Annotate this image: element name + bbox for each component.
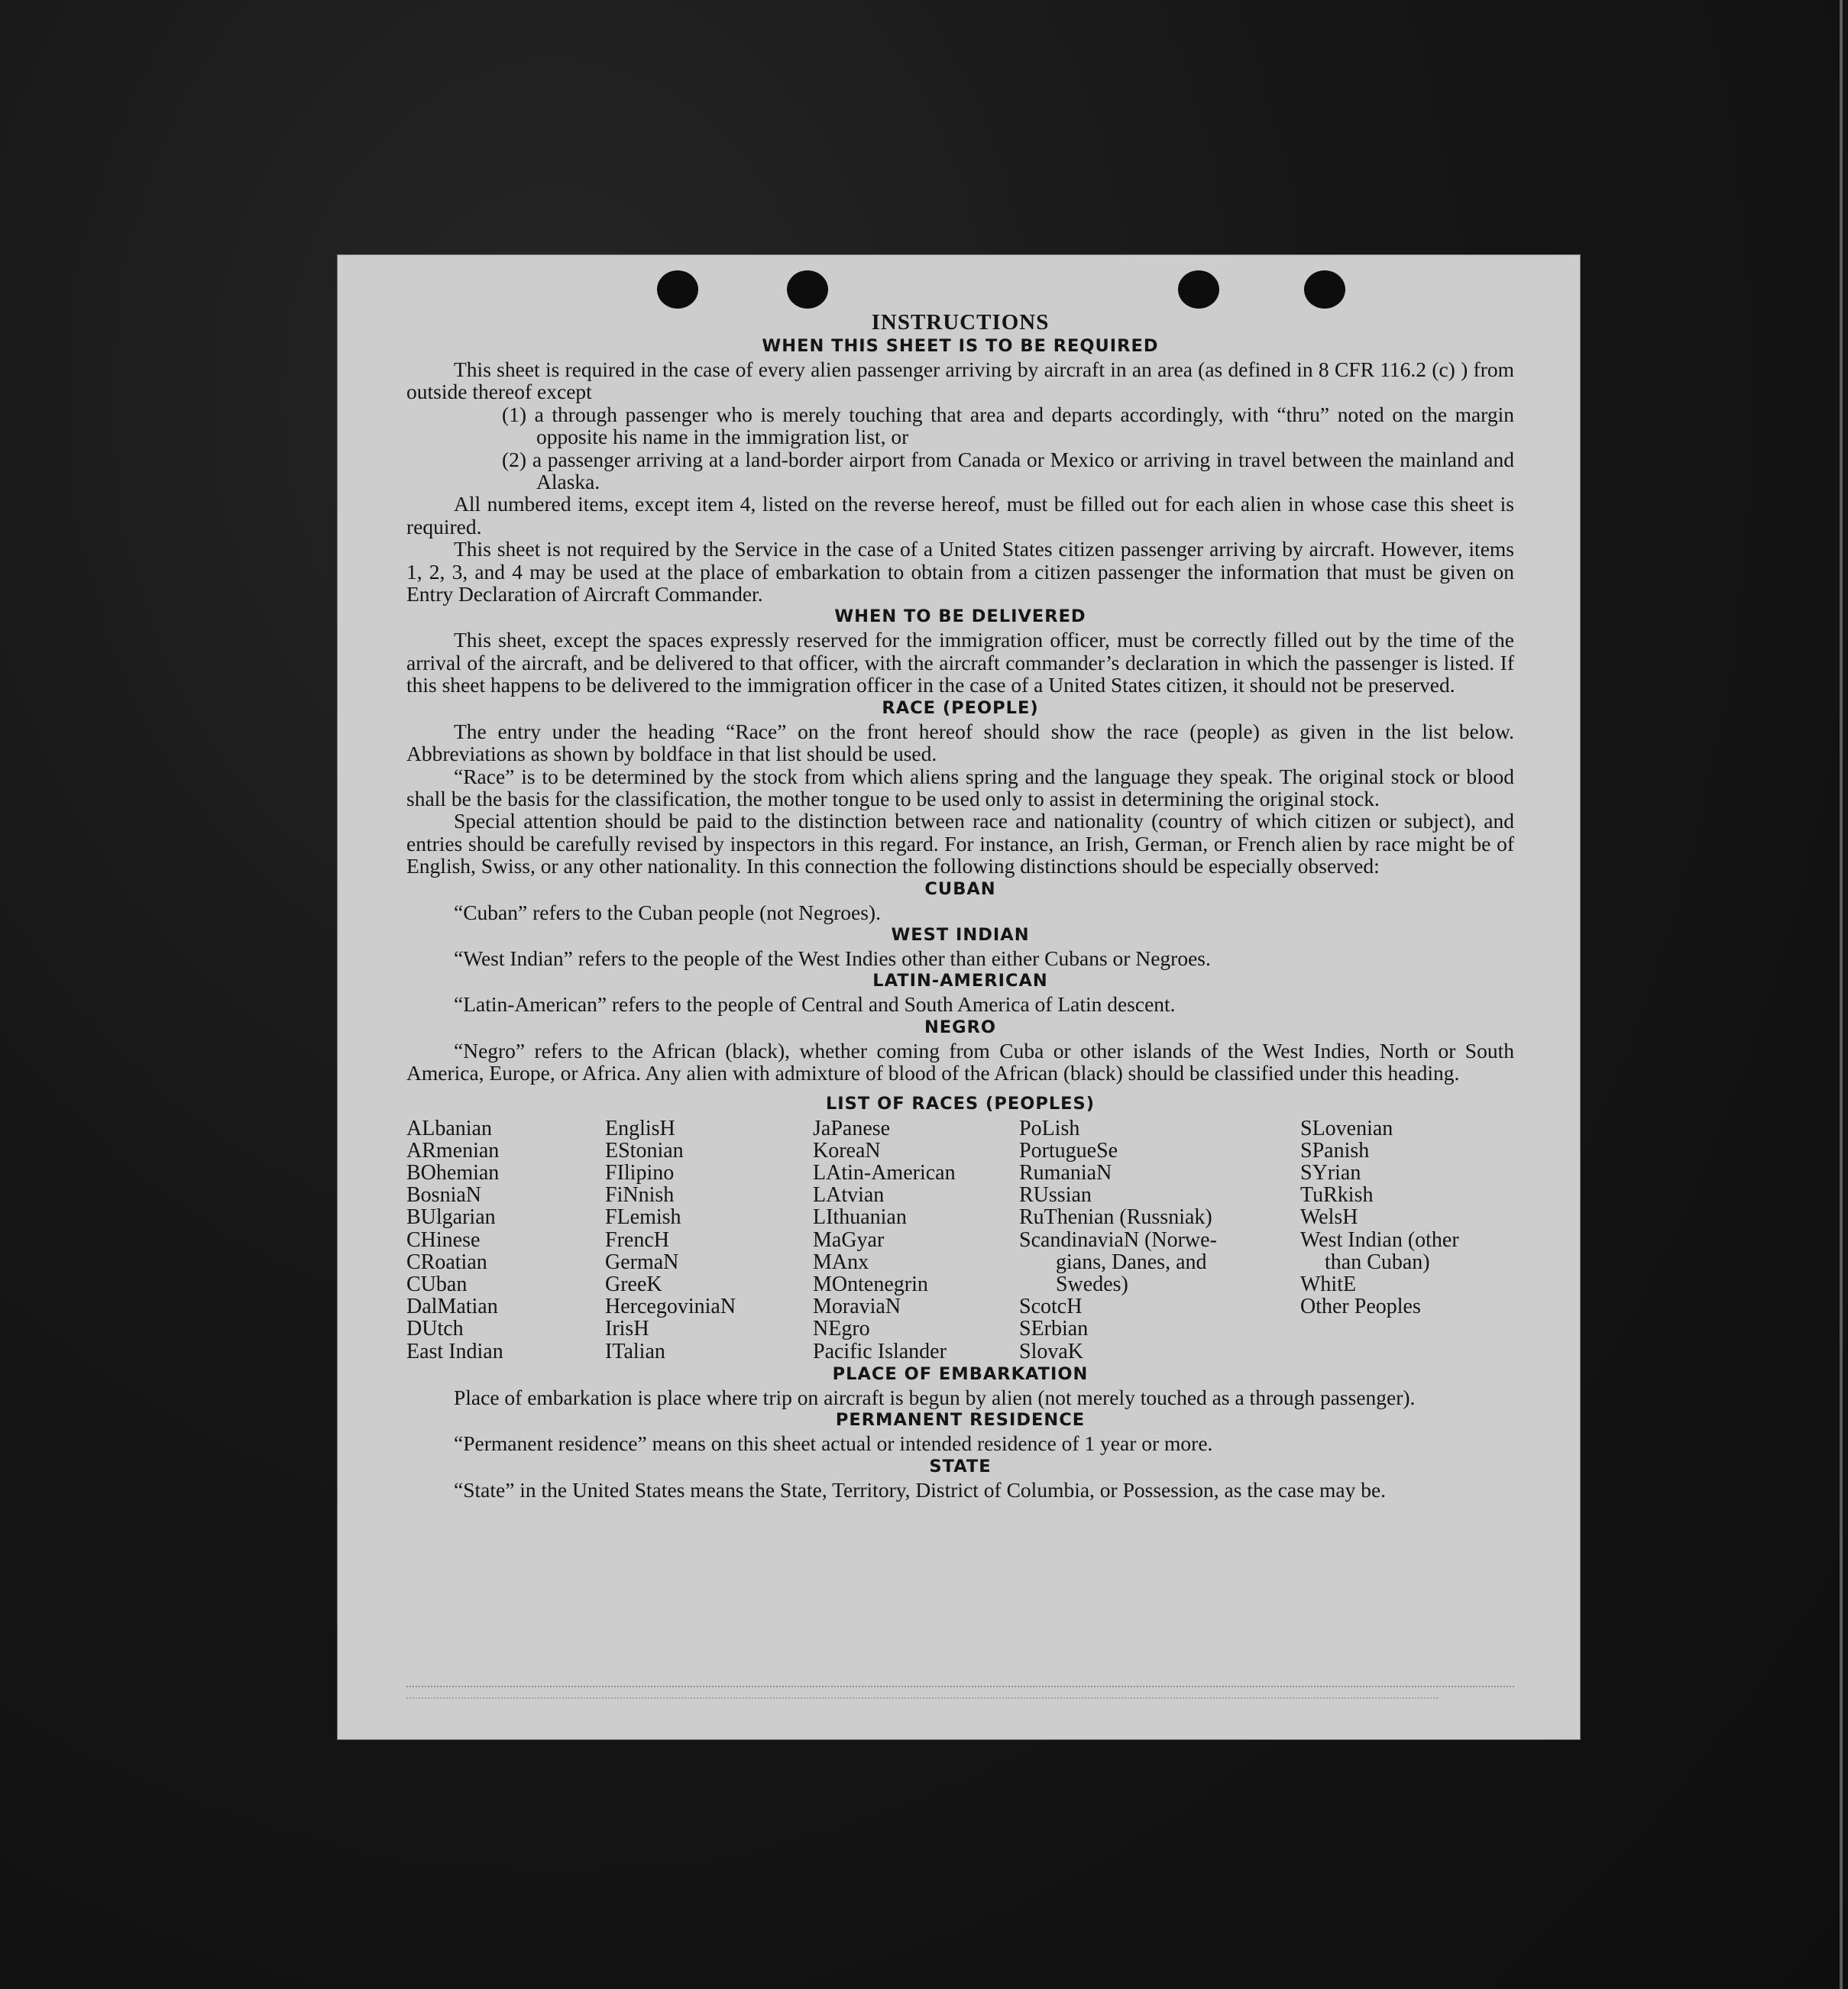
race-entry: ScandinaviaN (Norwe- [1019,1227,1217,1252]
cuban-text: “Cuban” refers to the Cuban people (not Negroes). [454,900,881,924]
race-entry: ITalian [605,1339,665,1363]
heading-latin-american: LATIN-AMERICAN [872,971,1048,991]
race-entry: GermaN [605,1250,679,1274]
race-entry: RumaniaN [1019,1160,1112,1185]
race-entry: LIthuanian [813,1205,907,1230]
race-entry: CHinese [406,1227,481,1252]
film-frame-edge [1840,0,1843,1989]
race-entry: MaGyar [813,1227,885,1252]
race-entry: LAtvian [813,1183,885,1208]
heading-required: WHEN THIS SHEET IS TO BE REQUIRED [762,336,1159,356]
punch-hole [1304,270,1345,309]
heading-negro: NEGRO [924,1017,997,1037]
race-entry: WhitE [1300,1272,1357,1296]
race-entry: PortugueSe [1019,1138,1118,1163]
races-column-1 [406,1117,605,1363]
punch-hole [1178,270,1219,309]
instructions-content [406,310,1514,1501]
race-entry: SYrian [1300,1160,1361,1185]
west-indian-text: “West Indian” refers to the people of the West Indies other than either Cubans or Negroes. [454,946,1211,970]
race-entry: SPanish [1300,1138,1370,1163]
residence-text: “Permanent residence” means on this sheet actual or intended residence of 1 year or more. [454,1431,1213,1456]
race-para-1: The entry under the heading “Race” on the front hereof should show the race (people) as given in the list below. Abbreviations as shown by boldface in that list should be used. [406,719,1514,766]
race-entry: EnglisH [605,1116,675,1140]
state-text: “State” in the United States means the State, Territory, District of Columbia, or Possession, as the case may be. [454,1477,1387,1502]
race-entry: Pacific Islander [813,1339,947,1363]
delivered-text: This sheet, except the spaces expressly reserved for the immigration officer, must be correctly filled out by the time of the arrival of the aircraft, and be delivered to that officer, with the aircraft commander’s declaration in which the passenger is listed. If this sheet happens to be delivered to the immigration officer in the case of a United States citizen, it should not be preserved. [406,628,1514,697]
race-entry: WelsH [1300,1205,1358,1230]
race-entry: FIlipino [605,1160,675,1185]
heading-race: RACE (PEOPLE) [882,697,1039,718]
race-entry: KoreaN [813,1138,881,1163]
negro-text: “Negro” refers to the African (black), whether coming from Cuba or other islands of the West Indies, North or South America, Europe, or Africa. Any alien with admixture of blood of the African (black) should be classified under this heading. [406,1038,1514,1085]
race-entry: ARmenian [406,1138,500,1163]
race-entry: RUssian [1019,1183,1092,1208]
required-item-1: (1) a through passenger who is merely touching that area and departs accordingly, with “thru” noted on the margin opposite his name in the immigration list, or [502,402,1514,449]
races-list [406,1117,1514,1363]
document-title: INSTRUCTIONS [871,310,1050,335]
race-entry: RuThenian (Russniak) [1019,1205,1212,1230]
races-column-2 [605,1117,813,1363]
punch-hole [787,270,828,309]
race-entry: FLemish [605,1205,681,1230]
race-entry: MAnx [813,1250,869,1274]
races-column-4 [1019,1117,1300,1363]
race-entry: West Indian (other [1300,1227,1459,1252]
heading-races-list: LIST OF RACES (PEOPLES) [825,1093,1096,1114]
races-column-5 [1300,1117,1514,1363]
race-entry: CRoatian [406,1250,487,1274]
race-entry: MOntenegrin [813,1272,928,1296]
race-entry: BUlgarian [406,1205,496,1230]
race-entry: Other Peoples [1300,1295,1421,1319]
race-entry: SErbian [1019,1317,1089,1341]
heading-embarkation: PLACE OF EMBARKATION [832,1363,1089,1384]
race-entry: SlovaK [1019,1339,1083,1363]
race-entry: TuRkish [1300,1183,1374,1208]
required-para-2: All numbered items, except item 4, listed on the reverse hereof, must be filled out for each alien in whose case this sheet is required. [406,492,1514,538]
required-para-3: This sheet is not required by the Service in the case of a United States citizen passenger arriving by aircraft. However, items 1, 2, 3, and 4 may be used at the place of embarkation to obtain from a citizen passenger the information that must be given on Entry Declaration of Aircraft Commander. [406,537,1514,606]
heading-delivered: WHEN TO BE DELIVERED [834,606,1086,627]
required-intro: This sheet is required in the case of every alien passenger arriving by aircraft in an area (as defined in 8 CFR 116.2 (c) ) from outside thereof except [406,357,1514,404]
race-entry: DUtch [406,1317,464,1341]
latin-american-text: “Latin-American” refers to the people of Central and South America of Latin descent. [454,992,1176,1017]
faded-footer-line [406,1697,1438,1700]
race-entry: LAtin-American [813,1160,956,1185]
race-entry: SLovenian [1300,1116,1393,1140]
race-para-3: Special attention should be paid to the distinction between race and nationality (country of which citizen or subject), and entries should be carefully revised by inspectors in this regard. For instance, an Irish, German, or French alien by race might be of English, Swiss, or any other nationality. In this connection the following distinctions should be especially observed: [406,809,1514,878]
race-entry: GreeK [605,1272,662,1296]
race-entry: BosniaN [406,1183,481,1208]
race-entry: FrencH [605,1227,669,1252]
race-entry: DalMatian [406,1295,498,1319]
heading-cuban: CUBAN [924,878,996,899]
document-sheet [338,255,1580,1739]
heading-west-indian: WEST INDIAN [891,924,1030,945]
race-entry: NEgro [813,1317,870,1341]
race-entry: PoLish [1019,1116,1080,1140]
heading-state: STATE [929,1456,992,1476]
race-para-2: “Race” is to be determined by the stock from which aliens spring and the language they speak. The original stock or blood shall be the basis for the classification, the mother tongue to be used only to assist in determining the original stock. [406,764,1514,810]
race-entry: HercegoviniaN [605,1295,736,1319]
race-entry: EStonian [605,1138,684,1163]
race-entry-continued: gians, Danes, and [1056,1250,1207,1274]
race-entry: BOhemian [406,1160,500,1185]
race-entry-continued: Swedes) [1056,1272,1128,1296]
race-entry: IrisH [605,1317,649,1341]
races-column-3 [813,1117,1019,1363]
heading-residence: PERMANENT RESIDENCE [835,1410,1086,1431]
race-entry: CUban [406,1272,468,1296]
embarkation-text: Place of embarkation is place where trip on aircraft is begun by alien (not merely touched as a through passenger). [454,1385,1416,1409]
required-item-2: (2) a passenger arriving at a land-border airport from Canada or Mexico or arriving in travel between the mainland and Alaska. [502,447,1514,494]
punch-hole [657,270,698,309]
race-entry: East Indian [406,1339,503,1363]
race-entry-continued: than Cuban) [1325,1250,1430,1274]
race-entry: JaPanese [813,1116,891,1140]
race-entry: MoraviaN [813,1295,901,1319]
faded-footer-line [406,1686,1514,1689]
race-entry: ALbanian [406,1116,492,1140]
race-entry: ScotcH [1019,1295,1083,1319]
race-entry: FiNnish [605,1183,675,1208]
